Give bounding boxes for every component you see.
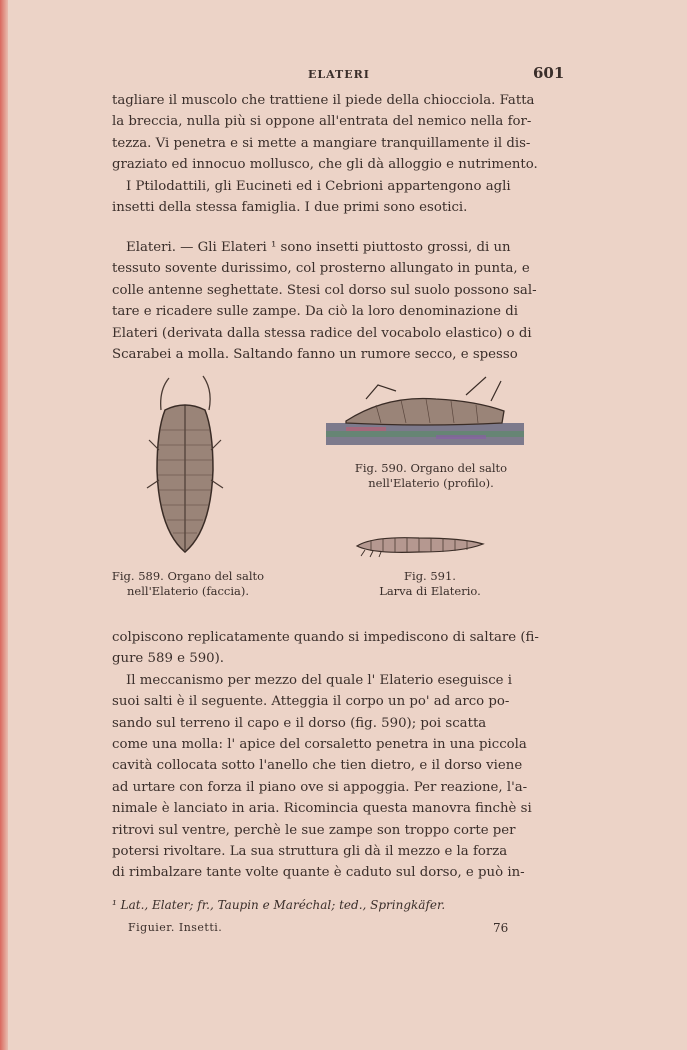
text-line: Elateri. — Gli Elateri ¹ sono insetti piuttosto grossi, di un	[126, 240, 511, 255]
text-line: ritrovi sul ventre, perchè le sue zampe son troppo corte per	[112, 822, 516, 838]
text-line: colpiscono replicatamente quando si impediscono di saltare (fi-	[112, 630, 539, 645]
text-line: colle antenne seghettate. Stesi col dorso sul suolo possono sal-	[112, 282, 537, 298]
running-header: ELATERI	[308, 68, 370, 81]
text-block-elateri	[112, 237, 560, 365]
text-line: tessuto sovente durissimo, col prosterno allungato in punta, e	[112, 261, 530, 277]
caption-line: Fig. 591.	[404, 569, 456, 583]
footer-sheet-number: 76	[493, 921, 509, 935]
beetle-profile-illustration	[326, 375, 524, 453]
text-line: insetti della stessa famiglia. I due primi sono esotici.	[112, 200, 468, 216]
caption-line: Fig. 590. Organo del salto	[354, 461, 508, 475]
larva-illustration	[353, 530, 488, 558]
text-line: tare e ricadere sulle zampe. Da ciò la loro denominazione di	[112, 304, 518, 320]
text-line: ad urtare con forza il piano ove si appoggia. Per reazione, l'a-	[112, 779, 528, 795]
text-line: di rimbalzare tante volte quante è caduto sul dorso, e può in-	[112, 865, 525, 881]
text-line: tagliare il muscolo che trattiene il piede della chiocciola. Fatta	[112, 93, 535, 108]
text-line: Il meccanismo per mezzo del quale l' Elaterio eseguisce i	[126, 672, 512, 688]
text-block-mechanism	[112, 627, 560, 884]
text-line: la breccia, nulla più si oppone all'entrata del nemico nella for-	[112, 114, 532, 130]
figure-590-caption	[341, 461, 521, 491]
caption-line: Larva di Elaterio.	[379, 584, 481, 598]
text-line: sando sul terreno il capo e il dorso (fig. 590); poi scatta	[112, 715, 487, 731]
text-line: Elateri (derivata dalla stessa radice del vocabolo elastico) o di	[112, 325, 532, 341]
book-page	[8, 0, 687, 1050]
footnote: ¹ Lat., Elater; fr., Taupin e Maréchal; ted., Springkäfer.	[112, 898, 446, 912]
caption-line: nell'Elaterio (faccia).	[127, 584, 249, 598]
text-line: graziato ed innocuo mollusco, che gli dà alloggio e nutrimento.	[112, 157, 538, 173]
text-line: nimale è lanciato in aria. Ricomincia questa manovra finchè si	[112, 801, 532, 817]
text-line: tezza. Vi penetra e si mette a mangiare tranquillamente il dis-	[112, 135, 531, 151]
text-line: gure 589 e 590).	[112, 651, 225, 667]
figure-591-caption	[355, 569, 505, 599]
caption-line: Fig. 589. Organo del salto	[111, 569, 265, 583]
caption-line: nell'Elaterio (profilo).	[368, 476, 494, 490]
text-line: Scarabei a molla. Saltando fanno un rumore secco, e spesso	[112, 347, 518, 363]
beetle-front-illustration	[145, 370, 225, 560]
figure-589-caption	[98, 569, 278, 599]
text-line: come una molla: l' apice del corsaletto penetra in una piccola	[112, 737, 527, 753]
page-number: 601	[533, 64, 565, 82]
text-line: potersi rivoltare. La sua struttura gli dà il mezzo e la forza	[112, 844, 508, 860]
text-block-snail	[112, 90, 560, 218]
text-line: suoi salti è il seguente. Atteggia il corpo un po' ad arco po-	[112, 694, 510, 710]
text-line: cavità collocata sotto l'anello che tien dietro, e il dorso viene	[112, 758, 523, 774]
text-line: I Ptilodattili, gli Eucineti ed i Cebrioni appartengono agli	[126, 178, 511, 194]
footer-signature: Figuier. Insetti.	[128, 921, 223, 934]
